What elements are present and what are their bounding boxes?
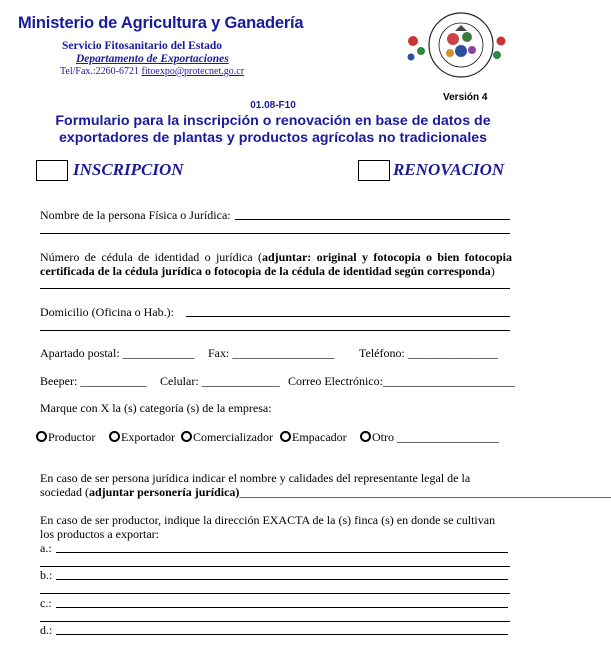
finca-d-label: d.: — [40, 623, 53, 637]
finca-b-label: b.: — [40, 568, 53, 582]
celular-field[interactable]: Celular: _____________ — [160, 374, 280, 388]
fax-field[interactable]: Fax: _________________ — [208, 346, 335, 360]
renovacion-checkbox[interactable] — [358, 160, 390, 181]
categoria-instruction: Marque con X la (s) categoría (s) de la empresa: — [40, 401, 272, 415]
contact-line — [60, 66, 244, 77]
radio-icon — [181, 431, 192, 442]
finca-a-field[interactable] — [56, 552, 508, 553]
title-line-1: Formulario para la inscripción o renovación en base de datos de — [55, 113, 491, 129]
nombre-label: Nombre de la persona Física o Jurídica: — [40, 208, 231, 222]
category-empacador[interactable]: Empacador — [280, 430, 347, 445]
finca-b-field-line-2[interactable] — [40, 593, 510, 594]
finca-b-field[interactable] — [56, 579, 508, 580]
radio-icon — [109, 431, 120, 442]
domicilio-field-line-2[interactable] — [40, 330, 510, 331]
category-exportador[interactable]: Exportador — [109, 430, 175, 445]
domicilio-label: Domicilio (Oficina o Hab.): — [40, 305, 174, 319]
institution-seal-logo — [403, 11, 507, 79]
category-productor[interactable]: Productor — [36, 430, 95, 445]
domicilio-field[interactable] — [186, 316, 510, 317]
renovacion-label: RENOVACION — [393, 160, 505, 179]
radio-icon — [360, 431, 371, 442]
telefono-field[interactable]: Teléfono: _______________ — [359, 346, 498, 360]
phone-text: Tel/Fax.:2260-6721 — [60, 66, 140, 77]
inscripcion-label: INSCRIPCION — [73, 160, 184, 179]
beeper-field[interactable]: Beeper: ___________ — [40, 374, 147, 388]
finca-d-field[interactable] — [56, 634, 508, 635]
service-name: Servicio Fitosanitario del Estado — [62, 40, 223, 52]
category-otro[interactable]: Otro _________________ — [360, 430, 499, 445]
nombre-field[interactable] — [235, 219, 510, 220]
version-label: Versión 4 — [443, 92, 488, 103]
radio-icon — [280, 431, 291, 442]
email-link[interactable]: fitoexpo@protecnet.go.cr — [141, 66, 245, 77]
productor-line-2: los productos a exportar: — [40, 527, 159, 541]
form-code: 01.08-F10 — [250, 100, 296, 111]
correo-field[interactable]: Correo Electrónico:______________________ — [288, 374, 515, 388]
juridica-line-1: En caso de ser persona jurídica indicar el nombre y calidades del representante legal de la — [40, 471, 471, 485]
form-title — [24, 113, 522, 147]
juridica-line-2: sociedad (adjuntar personería jurídica)______________________________________________________________ — [40, 485, 611, 499]
juridica-field[interactable]: ______________________________________________________________ — [239, 485, 611, 499]
productor-line-1: En caso de ser productor, indique la dirección EXACTA de la (s) finca (s) en donde se cultivan — [40, 513, 496, 527]
finca-c-field[interactable] — [56, 607, 508, 608]
category-comercializador[interactable]: Comercializador — [181, 430, 273, 445]
department-name: Departamento de Exportaciones — [76, 53, 229, 65]
finca-c-label: c.: — [40, 596, 52, 610]
title-line-2: exportadores de plantas y productos agrícolas no tradicionales — [58, 130, 488, 146]
nombre-field-line-2[interactable] — [40, 233, 510, 234]
inscripcion-checkbox[interactable] — [36, 160, 68, 181]
radio-icon — [36, 431, 47, 442]
finca-a-field-line-2[interactable] — [40, 566, 510, 567]
cedula-label: Número de cédula de identidad o jurídica (adjuntar: original y fotocopia o bien fotocopia certificada de la cédula jurídica o fotocopia de la cédula de identidad según corresponda) — [40, 250, 513, 278]
finca-c-field-line-2[interactable] — [40, 621, 510, 622]
cedula-field[interactable] — [40, 288, 510, 289]
apartado-field[interactable]: Apartado postal: ____________ — [40, 346, 195, 360]
finca-a-label: a.: — [40, 541, 52, 555]
ministry-name: Ministerio de Agricultura y Ganadería — [18, 14, 304, 32]
